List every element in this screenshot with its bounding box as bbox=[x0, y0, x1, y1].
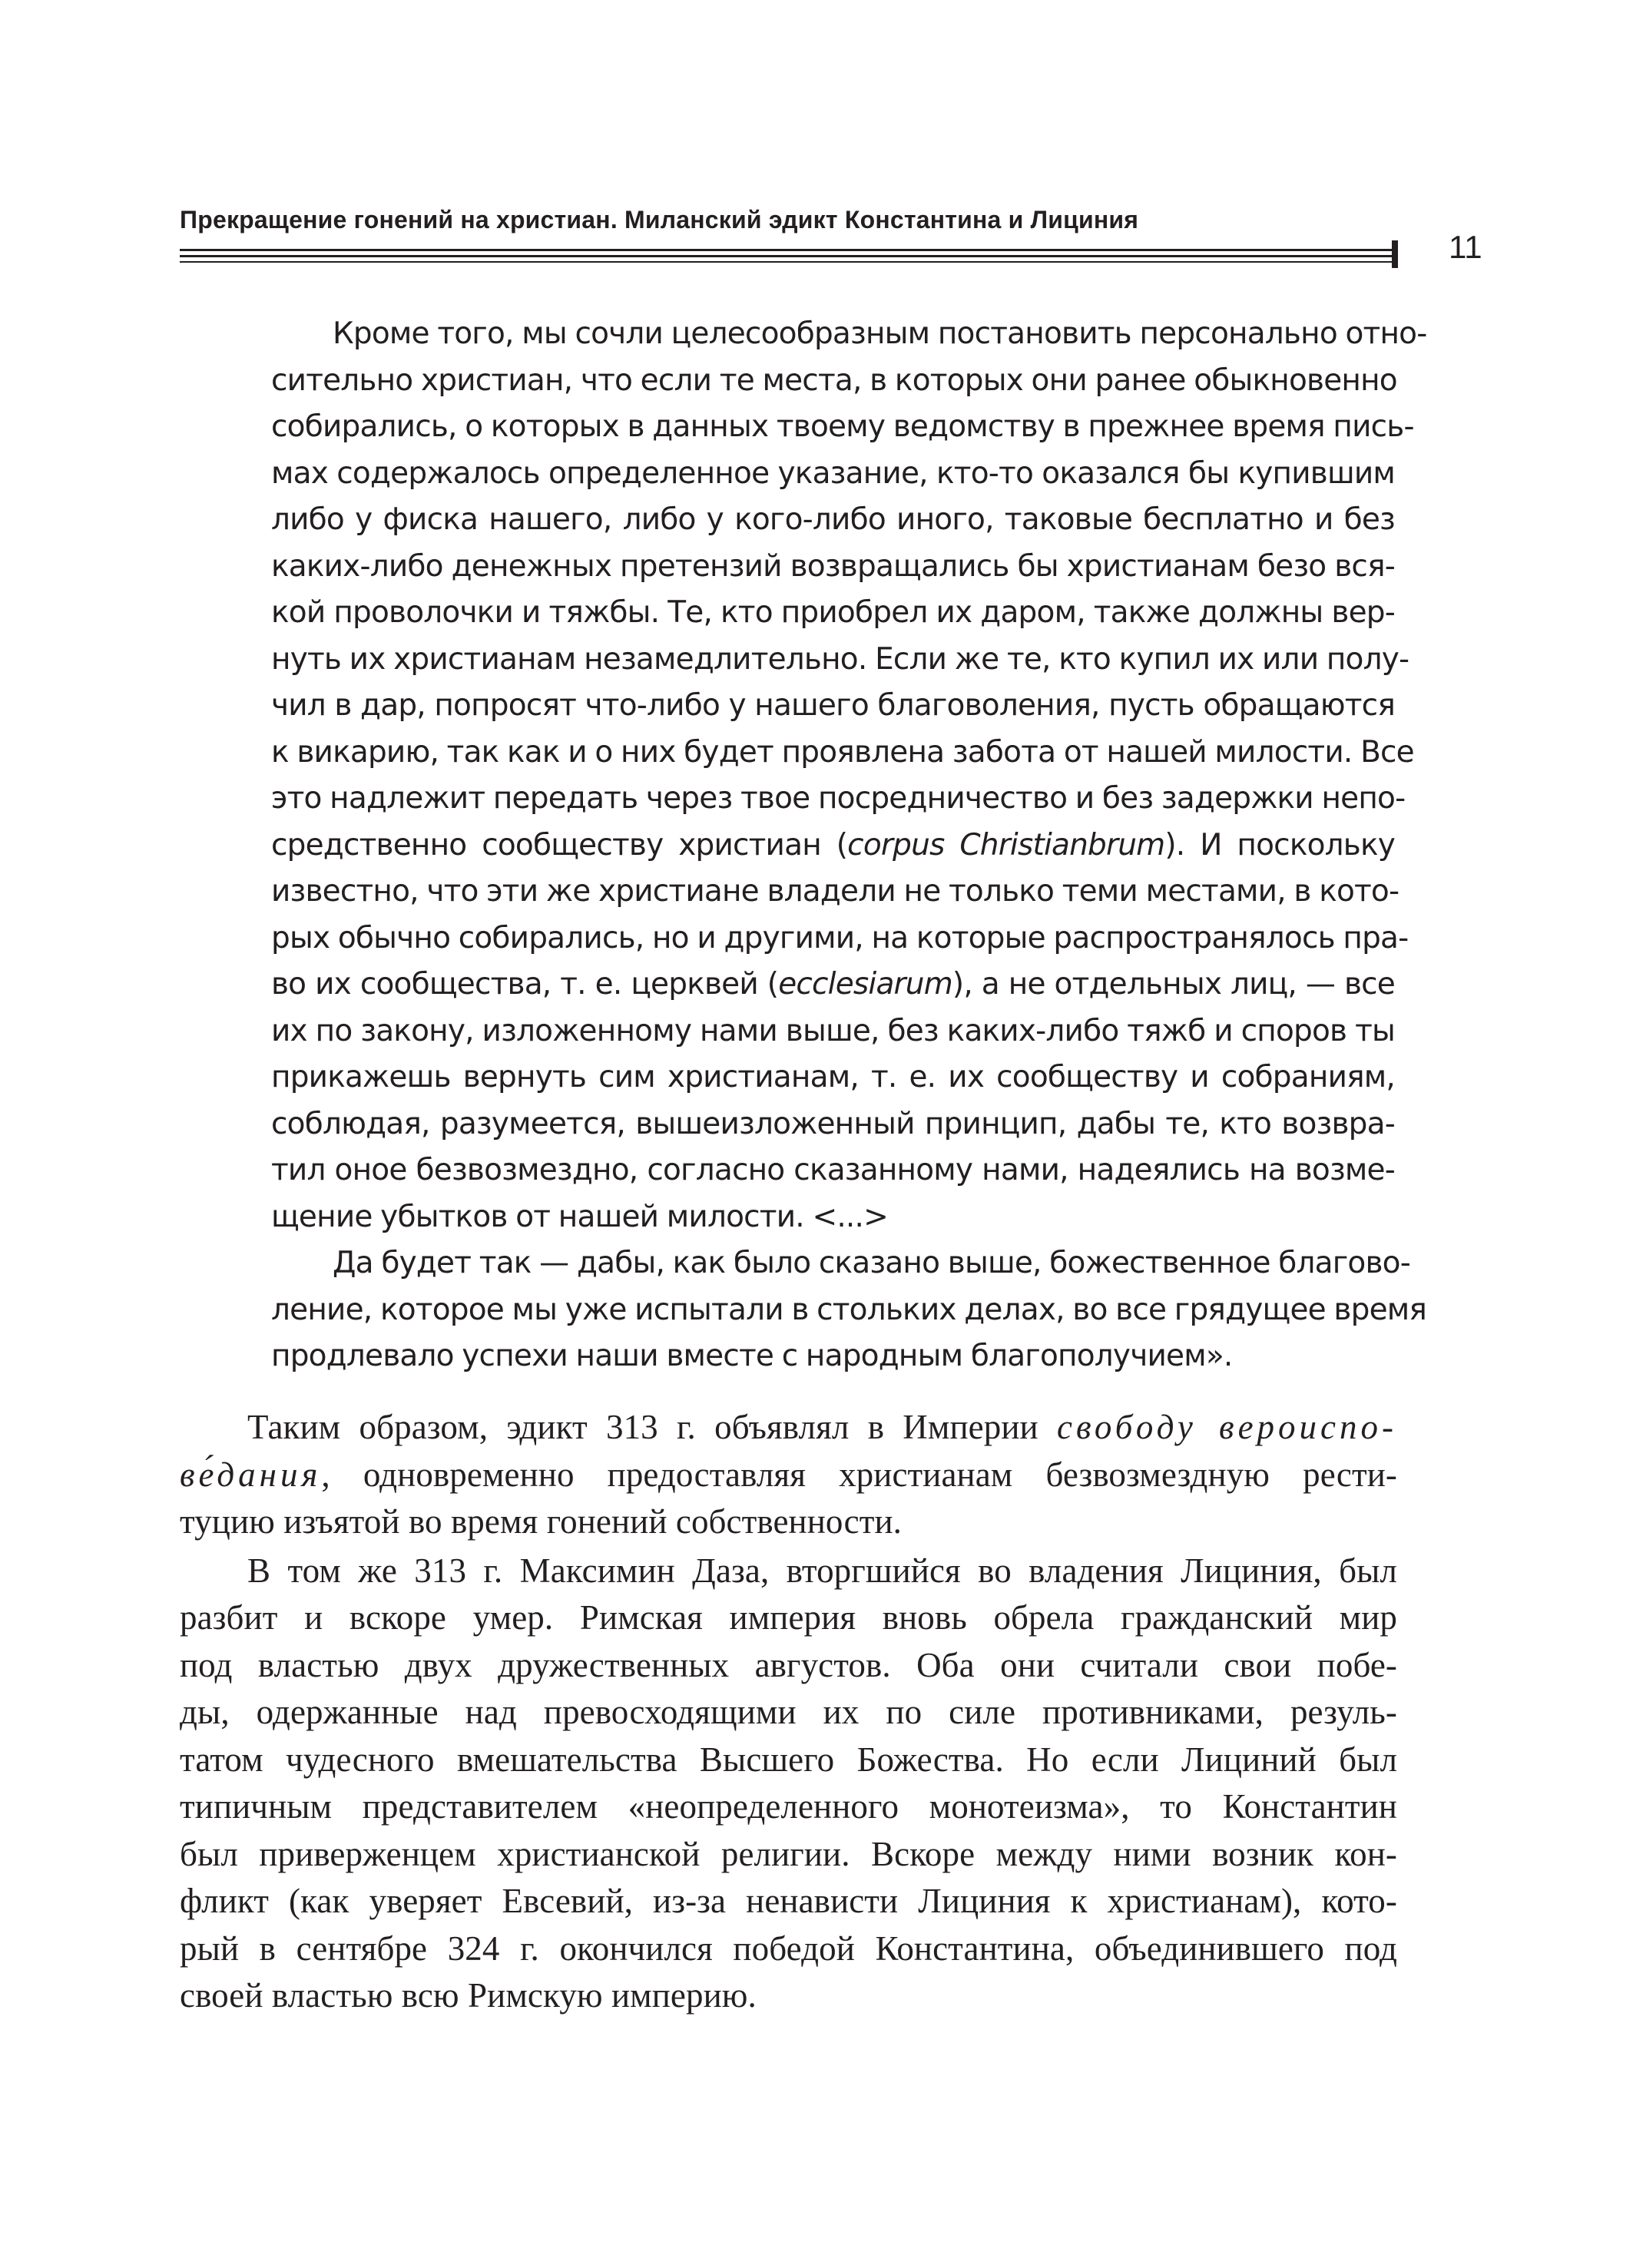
text-line: каких-либо денежных претензий возвращались бы христианам безо вся- bbox=[271, 548, 1395, 584]
header-rule-bottom bbox=[180, 261, 1396, 263]
latin-term: corpus Christianbrum bbox=[847, 827, 1165, 863]
text-line: туцию изъятой во время гонений собственности. bbox=[180, 1502, 903, 1541]
text-line: либо у фиска нашего, либо у кого-либо иного, таковые бесплатно и без bbox=[271, 502, 1395, 537]
text-line: к викарию, так как и о них будет проявлена забота от нашей милости. Все bbox=[271, 734, 1414, 770]
text-line: ление, которое мы уже испытали в стольких делах, во все грядущее время bbox=[271, 1292, 1427, 1327]
text-line bbox=[180, 1452, 1397, 1499]
body-paragraph bbox=[180, 1548, 1397, 2020]
text-line: кой проволочки и тяжбы. Те, кто приобрел их даром, также должны вер- bbox=[271, 595, 1395, 630]
header-rule-end-bar bbox=[1392, 240, 1398, 268]
text-line: ды, одержанные над превосходящими их по силе противниками, резуль- bbox=[180, 1693, 1397, 1731]
text-line: прикажешь вернуть сим христианам, т. е. их сообществу и собраниям, bbox=[271, 1060, 1395, 1094]
text-line: татом чудесного вмешательства Высшего Божества. Но если Лициний был bbox=[180, 1740, 1397, 1779]
main-text bbox=[180, 1404, 1397, 2020]
text-line: сительно христиан, что если те места, в которых они ранее обыкновенно bbox=[271, 363, 1397, 398]
text-line: соблюдая, разумеется, вышеизложенный принцип, дабы те, кто возвра- bbox=[271, 1106, 1395, 1141]
header-rule-top bbox=[180, 249, 1396, 251]
text-line: Да будет так — дабы, как было сказано выше, божественное благово- bbox=[333, 1246, 1410, 1280]
text-line: своей властью всю Римскую империю. bbox=[180, 1976, 757, 2015]
text-segment: Таким образом, эдикт 313 г. объявлял в Империи bbox=[247, 1408, 1038, 1446]
header-rule-middle bbox=[180, 255, 1396, 257]
latin-term: ecclesiarum bbox=[778, 967, 952, 1002]
text-line: щение убытков от нашей милости. <...> bbox=[271, 1199, 889, 1234]
body-paragraph bbox=[180, 1404, 1397, 1546]
text-segment: , одновременно предоставляя христианам безвозмездную рести- bbox=[321, 1455, 1397, 1494]
text-line: тил оное безвозмездно, согласно сказанному нами, надеялись на возме- bbox=[271, 1153, 1395, 1187]
text-line: мах содержалось определенное указание, кто-то оказался бы купившим bbox=[271, 455, 1395, 491]
text-line: собирались, о которых в данных твоему ведомству в прежнее время пись- bbox=[271, 409, 1414, 444]
page-number: 11 bbox=[1449, 229, 1482, 265]
text-line: это надлежит передать через твое посредничество и без задержки непо- bbox=[271, 781, 1406, 816]
text-segment: ). И поскольку bbox=[1164, 827, 1395, 863]
text-line: разбит и вскоре умер. Римская империя вновь обрела гражданский мир bbox=[180, 1598, 1397, 1637]
text-line: Кроме того, мы сочли целесообразным постановить персонально отно- bbox=[333, 316, 1427, 351]
text-line bbox=[180, 1404, 1397, 1452]
edict-quote bbox=[271, 311, 1427, 1380]
quote-paragraph bbox=[271, 311, 1427, 1240]
text-line: типичным представителем «неопределенного монотеизма», то Константин bbox=[180, 1787, 1397, 1826]
text-segment: ), а не отдельных лиц, — все bbox=[952, 967, 1395, 1002]
emphasis: ве́дания bbox=[180, 1455, 322, 1494]
text-line: под властью двух дружественных августов. Оба они считали свои побе- bbox=[180, 1645, 1397, 1684]
text-line: рых обычно собирались, но и другими, на которые распространялось пра- bbox=[271, 920, 1409, 955]
text-line: рый в сентябре 324 г. окончился победой Константина, объединившего под bbox=[180, 1929, 1397, 1968]
quote-paragraph bbox=[271, 1240, 1427, 1380]
text-segment: средственно сообществу христиан ( bbox=[271, 827, 848, 863]
text-line: известно, что эти же христиане владели не только теми местами, в кото- bbox=[271, 874, 1399, 909]
text-line bbox=[271, 962, 1395, 1008]
text-line: В том же 313 г. Максимин Даза, вторгшийся во владения Лициния, был bbox=[247, 1551, 1397, 1590]
text-line: фликт (как уверяет Евсевий, из-за ненависти Лициния к христианам), кото- bbox=[180, 1882, 1397, 1920]
text-line: нуть их христианам незамедлительно. Если же те, кто купил их или полу- bbox=[271, 641, 1409, 677]
text-line: их по закону, изложенному нами выше, без каких-либо тяжб и споров ты bbox=[271, 1013, 1395, 1048]
text-line: был приверженцем христианской религии. Вскоре между ними возник кон- bbox=[180, 1834, 1397, 1873]
text-line: чил в дар, попросят что-либо у нашего благоволения, пусть обращаются bbox=[271, 688, 1395, 723]
text-line bbox=[271, 823, 1395, 869]
text-line: продлевало успехи наши вместе с народным благополучием». bbox=[271, 1339, 1233, 1373]
emphasis: свободу вероиспо- bbox=[1056, 1408, 1398, 1446]
running-title: Прекращение гонений на христиан. Миланский эдикт Константина и Лициния bbox=[180, 206, 1139, 233]
text-segment: во их сообщества, т. е. церквей ( bbox=[271, 967, 779, 1002]
